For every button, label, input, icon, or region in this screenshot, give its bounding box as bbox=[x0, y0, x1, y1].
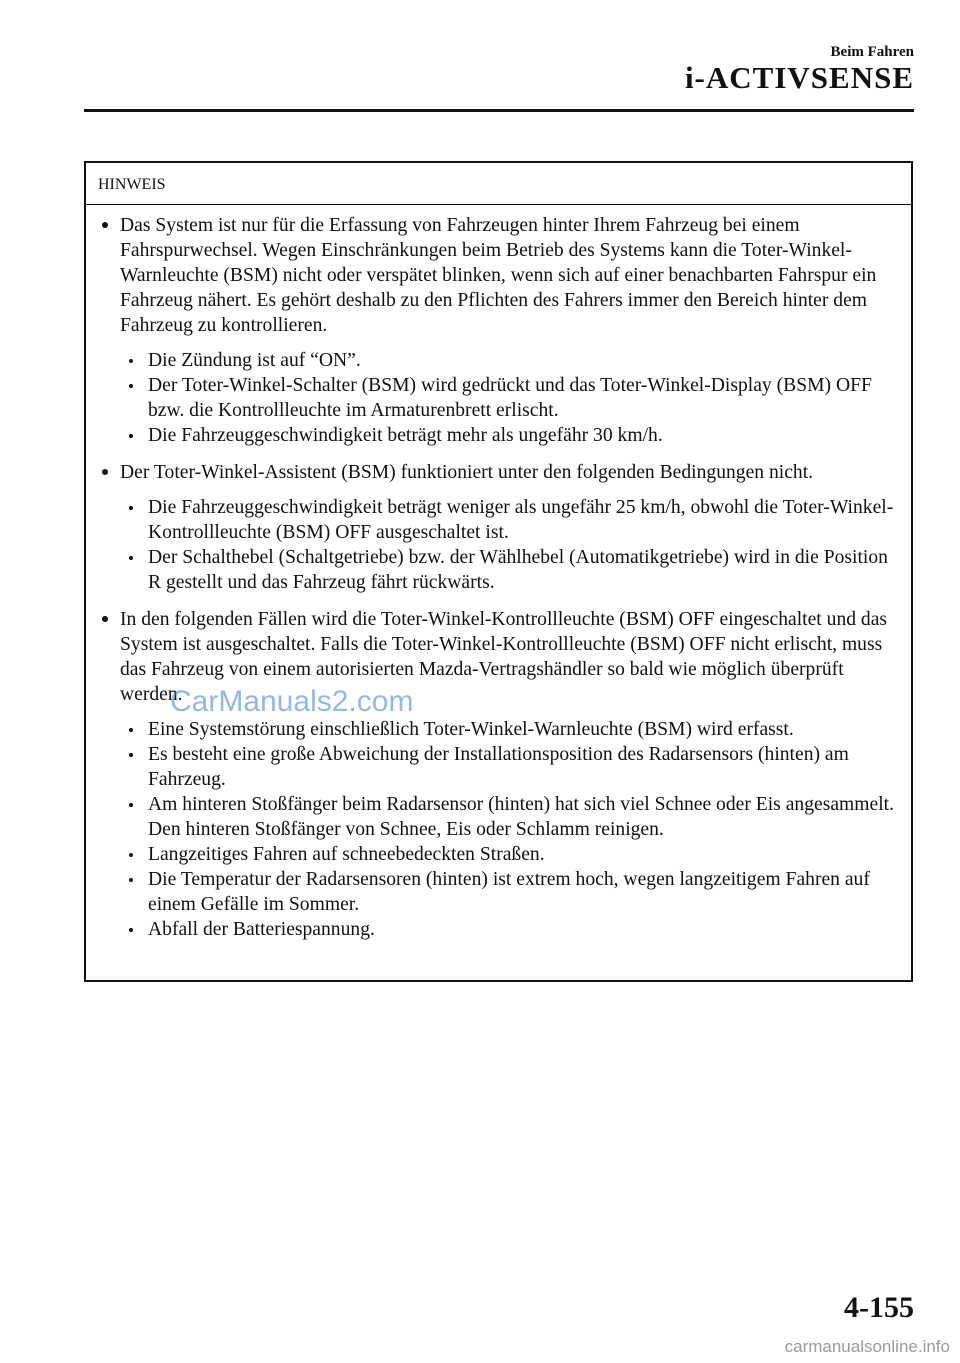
sub-list bbox=[100, 348, 903, 448]
sub-item-text: Am hinteren Stoßfänger beim Radarsensor (hinten) hat sich viel Schnee oder Eis angesammelt. Den hinteren Stoßfänger von Schnee, Eis oder Schlamm reinigen. bbox=[148, 794, 894, 840]
note-heading: HINWEIS bbox=[86, 163, 911, 205]
bullet-icon bbox=[102, 222, 108, 228]
note-bullet bbox=[100, 213, 903, 338]
sub-bullet-icon bbox=[129, 803, 133, 807]
sub-item bbox=[100, 792, 903, 842]
sub-bullet-icon bbox=[129, 384, 133, 388]
sub-item bbox=[100, 717, 903, 742]
sub-item bbox=[100, 867, 903, 917]
sub-bullet-icon bbox=[129, 928, 133, 932]
sub-item-text: Die Temperatur der Radarsensoren (hinten) ist extrem hoch, wegen langzeitigem Fahren auf einem Gefälle im Sommer. bbox=[148, 869, 870, 915]
sub-item-text: Der Toter-Winkel-Schalter (BSM) wird gedrückt und das Toter-Winkel-Display (BSM) OFF bzw. die Kontrollleuchte im Armaturenbrett erlischt. bbox=[148, 375, 872, 421]
bullet-icon bbox=[102, 469, 108, 475]
sub-item bbox=[100, 348, 903, 373]
sub-item bbox=[100, 545, 903, 595]
sub-bullet-icon bbox=[129, 878, 133, 882]
sub-item-text: Eine Systemstörung einschließlich Toter-Winkel-Warnleuchte (BSM) wird erfasst. bbox=[148, 719, 794, 740]
sub-bullet-icon bbox=[129, 359, 133, 363]
sub-item-text: Die Fahrzeuggeschwindigkeit beträgt weniger als ungefähr 25 km/h, obwohl die Toter-Winkel-Kontrollleuchte (BSM) OFF ausgeschaltet ist. bbox=[148, 497, 894, 543]
sub-item-text: Abfall der Batteriespannung. bbox=[148, 919, 375, 940]
sub-item bbox=[100, 917, 903, 942]
sub-item bbox=[100, 423, 903, 448]
sub-item bbox=[100, 842, 903, 867]
bullet-text: Der Toter-Winkel-Assistent (BSM) funktioniert unter den folgenden Bedingungen nicht. bbox=[120, 462, 814, 483]
bullet-text: In den folgenden Fällen wird die Toter-Winkel-Kontrollleuchte (BSM) OFF eingeschaltet und das System ist ausgeschaltet. Falls die Toter-Winkel-Kontrollleuchte (BSM) OFF nicht erlischt, muss das Fahrzeug von einem autorisierten Mazda-Vertragshändler so bald wie möglich überprüft werden. bbox=[120, 609, 888, 705]
section-label: Beim Fahren bbox=[830, 44, 914, 60]
note-bullet bbox=[100, 460, 903, 485]
sub-item-text: Die Zündung ist auf “ON”. bbox=[148, 350, 361, 371]
sub-item-text: Der Schalthebel (Schaltgetriebe) bzw. der Wählhebel (Automatikgetriebe) wird in die Position R gestellt und das Fahrzeug fährt rückwärts. bbox=[148, 547, 888, 593]
sub-bullet-icon bbox=[129, 728, 133, 732]
sub-item bbox=[100, 373, 903, 423]
watermark: CarManuals2.com bbox=[170, 685, 414, 718]
bullet-text: Das System ist nur für die Erfassung von Fahrzeugen hinter Ihrem Fahrzeug bei einem Fahrspurwechsel. Wegen Einschränkungen beim Betrieb des Systems kann die Toter-Winkel-Warnleuchte (BSM) nicht oder verspätet blinken, wenn sich auf einer benachbarten Fahrspur ein Fahrzeug nähert. Es gehört deshalb zu den Pflichten des Fahrers immer den Bereich hinter dem Fahrzeug zu kontrollieren. bbox=[120, 215, 877, 336]
note-box bbox=[84, 161, 913, 982]
sub-list bbox=[100, 495, 903, 595]
sub-bullet-icon bbox=[129, 556, 133, 560]
sub-bullet-icon bbox=[129, 853, 133, 857]
sub-list bbox=[100, 717, 903, 942]
page-number: 4-155 bbox=[844, 1291, 914, 1324]
sub-bullet-icon bbox=[129, 434, 133, 438]
sub-item-text: Die Fahrzeuggeschwindigkeit beträgt mehr als ungefähr 30 km/h. bbox=[148, 425, 663, 446]
sub-bullet-icon bbox=[129, 506, 133, 510]
note-body bbox=[86, 205, 911, 942]
bullet-icon bbox=[102, 616, 108, 622]
sub-item bbox=[100, 495, 903, 545]
sub-item bbox=[100, 742, 903, 792]
footer-watermark: carmanualsonline.info bbox=[784, 1337, 950, 1356]
sub-item-text: Es besteht eine große Abweichung der Installationsposition des Radarsensors (hinten) am Fahrzeug. bbox=[148, 744, 849, 790]
sub-bullet-icon bbox=[129, 753, 133, 757]
page-title: i-ACTIVSENSE bbox=[684, 60, 914, 95]
sub-item-text: Langzeitiges Fahren auf schneebedeckten Straßen. bbox=[148, 844, 545, 865]
header-divider bbox=[84, 109, 914, 112]
